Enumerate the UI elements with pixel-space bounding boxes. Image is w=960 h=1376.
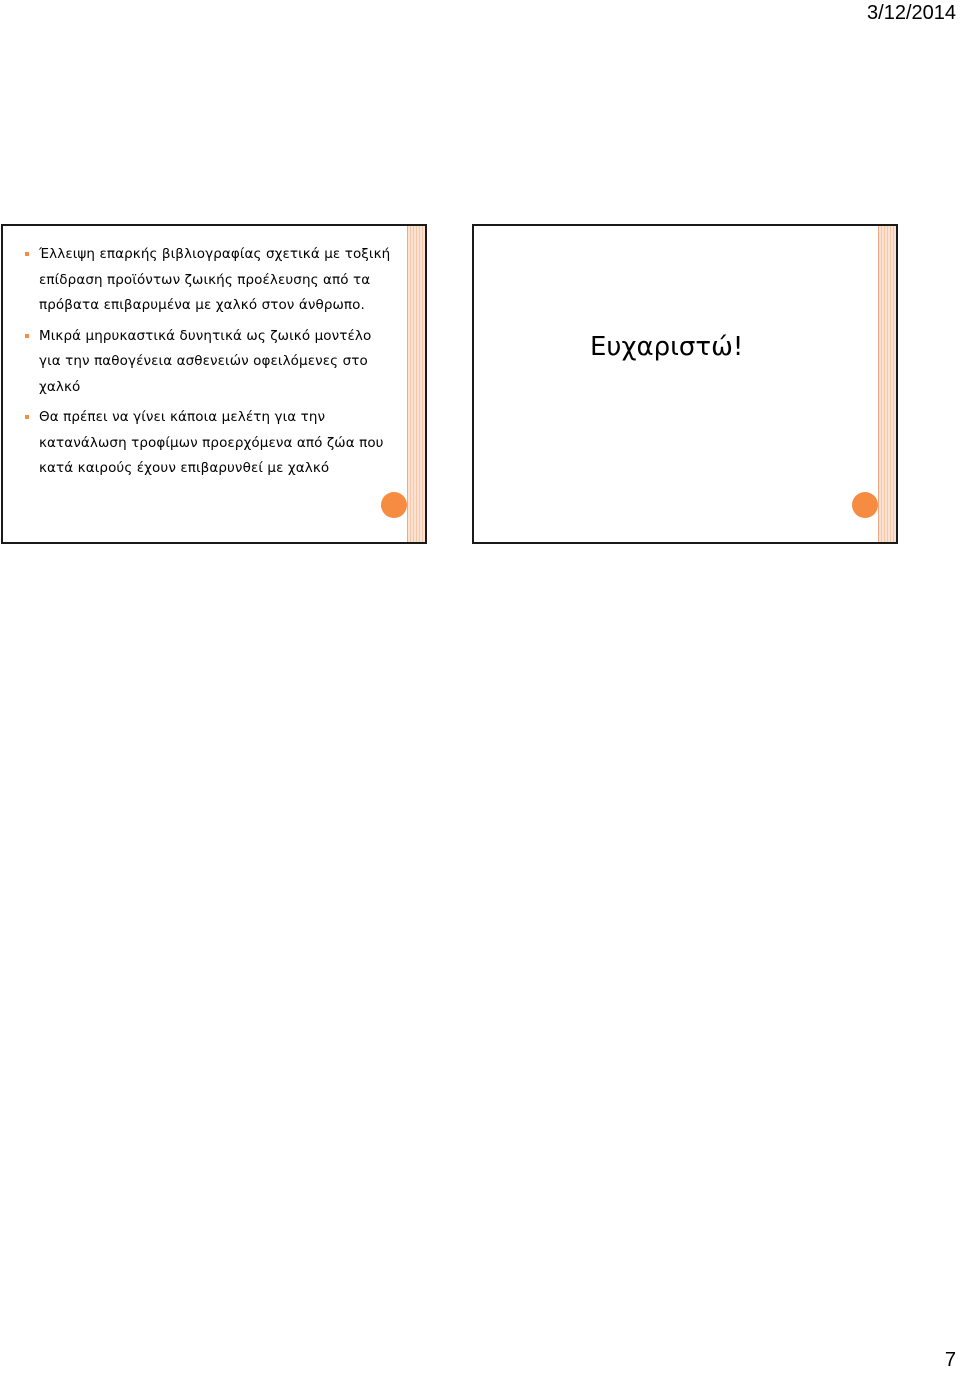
bullet-item: Θα πρέπει να γίνει κάποια μελέτη για την κατανάλωση τροφίμων προερχόμενα από ζώα που κατά καιρούς έχουν επιβαρυνθεί με χαλκό <box>25 405 395 482</box>
slide-thumbnail-conclusions <box>1 224 427 544</box>
bullet-item: Μικρά μηρυκαστικά δυνητικά ως ζωικό μοντέλο για την παθογένεια ασθενειών οφειλόμενες στο χαλκό <box>25 324 395 401</box>
bullet-item: Έλλειψη επαρκής βιβλιογραφίας σχετικά με τοξική επίδραση προϊόντων ζωικής προέλευσης από τα πρόβατα επιβαρυμένα με χαλκό στον άνθρωπο. <box>25 242 395 319</box>
page-date: 3/12/2014 <box>867 2 956 24</box>
bullet-list <box>25 242 395 487</box>
decorative-stripe <box>878 226 896 542</box>
page-number: 7 <box>944 1349 956 1371</box>
slide-thumbnail-thanks <box>472 224 898 544</box>
slide-title: Ευχαριστώ! <box>590 332 744 362</box>
orange-circle-icon <box>381 492 407 518</box>
orange-circle-icon <box>852 492 878 518</box>
decorative-stripe <box>407 226 425 542</box>
